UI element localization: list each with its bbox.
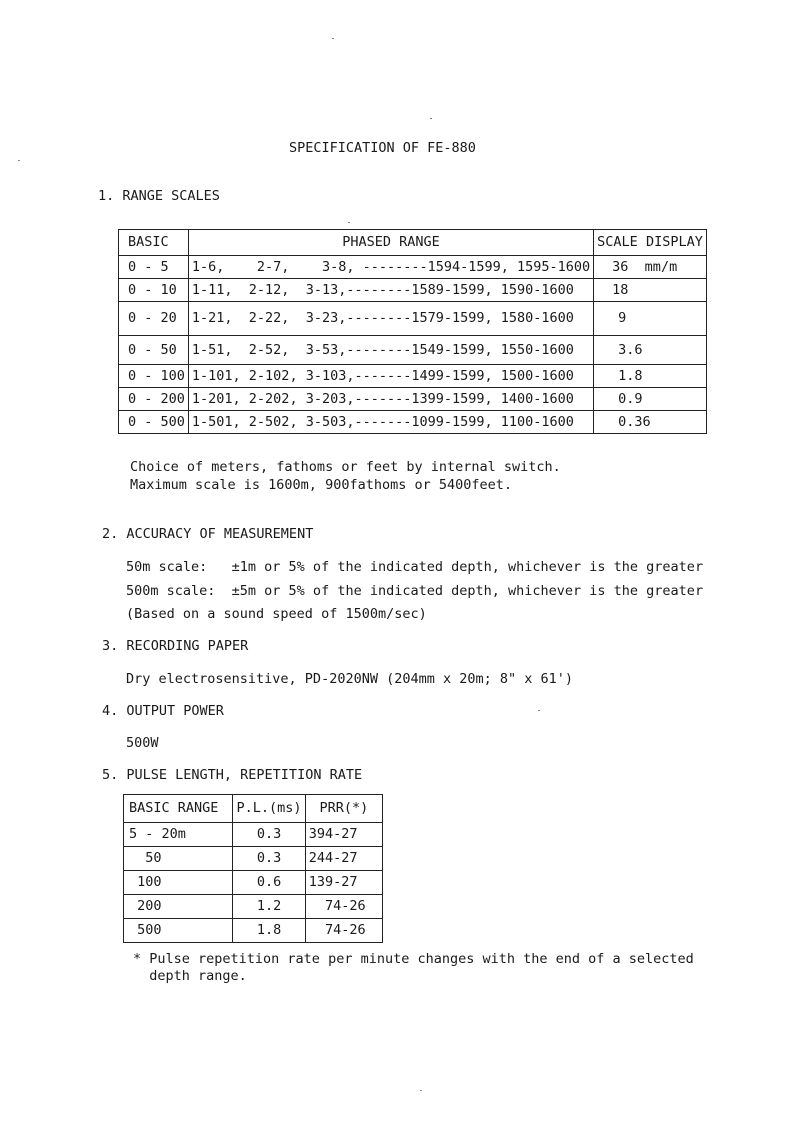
scan-speck [538, 710, 540, 711]
scale-display-cell: 1.8 [594, 365, 707, 388]
table-row [119, 279, 707, 302]
basic-cell: 0 - 50 [119, 336, 189, 365]
section-heading-output-power: 4. OUTPUT POWER [102, 703, 224, 719]
header-basic-range: BASIC RANGE [124, 795, 233, 823]
page-title: SPECIFICATION OF FE-880 [289, 140, 476, 156]
prr-footnote [133, 951, 694, 985]
range-scales-table [118, 229, 707, 434]
phased-range-cell: 1-101, 2-102, 3-103,-------1499-1599, 1500-1600 [188, 365, 593, 388]
section-heading-pulse-length: 5. PULSE LENGTH, REPETITION RATE [102, 767, 363, 783]
basic-range-cell: 200 [124, 895, 233, 919]
basic-range-cell: 100 [124, 871, 233, 895]
section-heading-accuracy: 2. ACCURACY OF MEASUREMENT [102, 526, 314, 542]
basic-range-cell: 500 [124, 919, 233, 943]
header-prr: PRR(*) [305, 795, 382, 823]
basic-cell: 0 - 100 [119, 365, 189, 388]
basic-range-cell: 50 [124, 847, 233, 871]
table-row [124, 919, 383, 943]
scale-display-cell: 9 [594, 302, 707, 336]
prr-cell: 244-27 [305, 847, 382, 871]
basic-cell: 0 - 200 [119, 388, 189, 411]
range-note-maximum: Maximum scale is 1600m, 900fathoms or 5400feet. [130, 477, 513, 493]
footnote-line: depth range. [133, 968, 247, 984]
phased-range-cell: 1-21, 2-22, 3-23,--------1579-1599, 1580-1600 [188, 302, 593, 336]
scale-display-cell: 0.9 [594, 388, 707, 411]
table-row [124, 871, 383, 895]
scale-display-cell: 36 mm/m [594, 256, 707, 279]
table-header-row [124, 795, 383, 823]
range-note-units: Choice of meters, fathoms or feet by internal switch. [130, 459, 561, 475]
table-row [119, 256, 707, 279]
section-heading-range-scales: 1. RANGE SCALES [98, 188, 220, 204]
table-row [119, 411, 707, 434]
pulse-length-cell: 0.3 [233, 847, 305, 871]
header-basic: BASIC [119, 230, 189, 256]
basic-cell: 0 - 5 [119, 256, 189, 279]
phased-range-cell: 1-501, 2-502, 3-503,-------1099-1599, 1100-1600 [188, 411, 593, 434]
scale-display-cell: 0.36 [594, 411, 707, 434]
prr-cell: 74-26 [305, 895, 382, 919]
prr-cell: 74-26 [305, 919, 382, 943]
scan-speck [18, 160, 20, 161]
pulse-length-cell: 0.3 [233, 823, 305, 847]
table-row [124, 895, 383, 919]
header-phased-range: PHASED RANGE [188, 230, 593, 256]
scan-speck [430, 118, 432, 119]
basic-cell: 0 - 20 [119, 302, 189, 336]
output-power-text: 500W [126, 735, 159, 751]
basic-cell: 0 - 500 [119, 411, 189, 434]
prr-cell: 394-27 [305, 823, 382, 847]
table-header-row [119, 230, 707, 256]
accuracy-line-500m: 500m scale: ±5m or 5% of the indicated depth, whichever is the greater [126, 583, 704, 599]
phased-range-cell: 1-6, 2-7, 3-8, --------1594-1599, 1595-1600 [188, 256, 593, 279]
scale-display-cell: 18 [594, 279, 707, 302]
phased-range-cell: 1-51, 2-52, 3-53,--------1549-1599, 1550-1600 [188, 336, 593, 365]
phased-range-cell: 1-11, 2-12, 3-13,--------1589-1599, 1590-1600 [188, 279, 593, 302]
scan-speck [348, 222, 350, 223]
pulse-length-cell: 1.8 [233, 919, 305, 943]
recording-paper-text: Dry electrosensitive, PD-2020NW (204mm x 20m; 8" x 61') [126, 671, 574, 687]
scale-display-cell: 3.6 [594, 336, 707, 365]
scan-speck [420, 1090, 422, 1091]
table-row [124, 847, 383, 871]
header-scale-display: SCALE DISPLAY [594, 230, 707, 256]
header-pulse-length: P.L.(ms) [233, 795, 305, 823]
table-row [119, 302, 707, 336]
table-row [119, 365, 707, 388]
accuracy-note: (Based on a sound speed of 1500m/sec) [126, 606, 427, 622]
scan-speck [332, 38, 334, 39]
pulse-length-cell: 1.2 [233, 895, 305, 919]
table-row [124, 823, 383, 847]
basic-range-cell: 5 - 20m [124, 823, 233, 847]
table-row [119, 388, 707, 411]
basic-cell: 0 - 10 [119, 279, 189, 302]
table-row [119, 336, 707, 365]
accuracy-line-50m: 50m scale: ±1m or 5% of the indicated depth, whichever is the greater [126, 559, 704, 575]
pulse-length-table [123, 794, 383, 943]
prr-cell: 139-27 [305, 871, 382, 895]
phased-range-cell: 1-201, 2-202, 3-203,-------1399-1599, 1400-1600 [188, 388, 593, 411]
section-heading-recording-paper: 3. RECORDING PAPER [102, 638, 249, 654]
pulse-length-cell: 0.6 [233, 871, 305, 895]
footnote-line: * Pulse repetition rate per minute changes with the end of a selected [133, 951, 694, 967]
